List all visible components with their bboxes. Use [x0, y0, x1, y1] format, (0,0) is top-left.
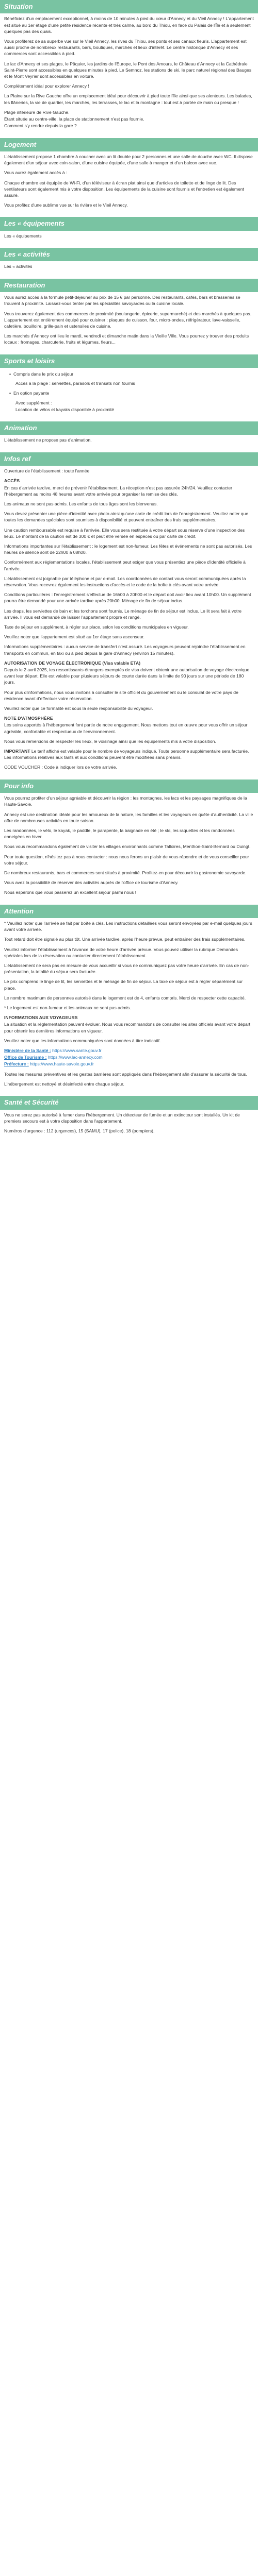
- section-header-pour-info: Pour info: [0, 779, 258, 793]
- link-line: [4, 1054, 254, 1060]
- restauration-paragraph: Vous aurez accès à la formule petit-déjeuner au prix de 15 € par personne. Des restaurants, cafés, bars et brasseries se trouvent à proximité. Laissez-vous tenter par les spécialités savoyardes ou la cuisine locale.: [4, 295, 240, 307]
- situation-paragraph: Étant située au centre-ville, la place de stationnement n'est pas fournie.: [4, 116, 144, 122]
- infos-paragraph: Nous vous remercions de respecter les lieux, le voisinage ainsi que les équipements mis à votre disposition.: [4, 738, 216, 744]
- external-link[interactable]: https://www.haute-savoie.gouv.fr: [30, 1061, 94, 1067]
- logement-paragraph: Vous profitez d'une sublime vue sur la rivière et le Vieil Annecy.: [4, 202, 128, 208]
- section-header-restauration: Restauration: [0, 279, 258, 292]
- info-voyageurs-title: INFORMATIONS AUX VOYAGEURS: [4, 1015, 78, 1021]
- section-body-pour-info: [0, 793, 258, 904]
- section-body-logement: [0, 151, 258, 217]
- sante-paragraph: Numéros d'urgence : 112 (urgences), 15 (SAMU), 17 (police), 18 (pompiers).: [4, 1128, 155, 1133]
- link-label: Office de Tourisme :: [4, 1055, 47, 1060]
- list-item: [9, 371, 254, 377]
- infos-paragraph: Les animaux ne sont pas admis. Les enfants de tous âges sont les bienvenus.: [4, 501, 158, 506]
- sports-detail: Avec supplément :: [15, 400, 52, 405]
- section-header-logement: Logement: [0, 138, 258, 151]
- attention-paragraph: Veuillez noter que les informations communiquées sont données à titre indicatif.: [4, 1038, 161, 1043]
- infos-paragraph: Les soins apportés à l'hébergement font partie de notre engagement. Nous mettons tout en œuvre pour vous offrir un séjour agréable, confortable et respectueux de l'environnement.: [4, 722, 248, 734]
- situation-paragraph: Le lac d'Annecy et ses plages, le Pâquier, les jardins de l'Europe, le Pont des Amours, le Château d'Annecy et la Cathédrale Saint-Pierre sont accessibles en quelques minutes à pied. Le Semnoz, les stations de ski, le parc naturel régional des Bauges et le Mont Veyrier sont accessibles en voiture.: [4, 61, 252, 79]
- situation-paragraph: Plage intérieure de Rive Gauche.: [4, 109, 70, 115]
- attention-paragraph: Veuillez informer l'établissement à l'avance de votre heure d'arrivée prévue. Vous pouvez utiliser la rubrique Demandes spéciales lors de la réservation ou contacter directement l'établissement.: [4, 946, 238, 958]
- infos-paragraph: L'établissement est joignable par téléphone et par e-mail. Les coordonnées de contact vous seront communiquées après la réservation. Vous recevrez également les instructions d'accès et le code de la boîte à clés avant votre arrivée.: [4, 575, 246, 587]
- attention-paragraph: Toutes les mesures préventives et les gestes barrières sont appliqués dans l'hébergement afin d'assurer la sécurité de tous.: [4, 1071, 247, 1077]
- situation-paragraph: Vous profiterez de sa superbe vue sur le Vieil Annecy, les rives du Thiou, ses ponts et ses canaux fleuris. L'appartement est aussi proche de nombreux restaurants, bars, boutiques, marchés et lieux d'intérêt. Le centre historique d'Annecy et ses commerces sont accessibles à pied.: [4, 39, 247, 57]
- list-item: [9, 390, 254, 396]
- section-header-sports: Sports et loisirs: [0, 354, 258, 368]
- infos-paragraph: Depuis le 2 avril 2025, les ressortissants étrangers exemptés de visa doivent obtenir une autorisation de voyage électronique avant leur départ. Elle est valable pour plusieurs séjours de courte durée dans la limite de 90 jours sur une période de 180 jours.: [4, 667, 250, 685]
- external-link[interactable]: https://www.sante.gouv.fr: [52, 1048, 102, 1054]
- attention-paragraph: L'hébergement est nettoyé et désinfecté entre chaque séjour.: [4, 1081, 124, 1087]
- pour-info-paragraph: Vous avez la possibilité de réserver des activités auprès de l'office de tourisme d'Annecy.: [4, 880, 179, 886]
- link-label: Préfecture :: [4, 1061, 29, 1067]
- logement-paragraph: Vous aurez également accès à :: [4, 170, 68, 176]
- pour-info-paragraph: De nombreux restaurants, bars et commerces sont situés à proximité. Profitez-en pour découvrir la gastronomie savoyarde.: [4, 870, 247, 875]
- important-label: IMPORTANT: [4, 749, 30, 754]
- infos-paragraph: Conditions particulières : l'enregistrement s'effectue de 16h00 à 20h00 et le départ doit avoir lieu avant 10h00. Un supplément pourra être demandé pour une arrivée tardive après 20h00. Ménage de fin de séjour inclus.: [4, 592, 251, 604]
- logement-paragraph: L'établissement propose 1 chambre à coucher avec un lit double pour 2 personnes et une salle de douche avec WC. Il dispose également d'un séjour avec coin-salon, d'une cuisine équipée, d'une salle à manger et d'un balcon avec vue.: [4, 154, 253, 166]
- section-body-activites: [0, 261, 258, 278]
- equipements-paragraph: Les « équipements: [4, 233, 42, 239]
- section-header-situation: Situation: [0, 0, 258, 13]
- sports-list: [4, 390, 254, 396]
- sports-detail: Location de vélos et kayaks disponible à proximité: [15, 406, 115, 412]
- auth-title: AUTORISATION DE VOYAGE ÉLECTRONIQUE (Visa valable ETA): [4, 660, 141, 666]
- attention-paragraph: L'établissement ne sera pas en mesure de vous accueillir si vous ne communiquez pas votre heure d'arrivée. En cas de non-présentation, la totalité du séjour sera facturée.: [4, 963, 249, 975]
- important-note: [4, 748, 254, 760]
- pour-info-paragraph: Vous pourrez profiter d'un séjour agréable et découvrir la région : les montagnes, les lacs et les paysages magnifiques de la Haute-Savoie.: [4, 795, 247, 807]
- infos-paragraph: En cas d'arrivée tardive, merci de prévenir l'établissement. La réception n'est pas assurée 24h/24. Veuillez contacter l'hébergement au moins 48 heures avant votre arrivée pour organiser la remise des clés.: [4, 485, 233, 497]
- situation-paragraph: Comment s'y rendre depuis la gare ?: [4, 123, 77, 129]
- infos-paragraph: Informations supplémentaires : aucun service de transfert n'est assuré. Les voyageurs peuvent rejoindre l'établissement en transports en commun, en taxi ou à pied depuis la gare d'Annecy (environ 15 minutes).: [4, 644, 246, 656]
- infos-paragraph: Conformément aux réglementations locales, l'établissement peut exiger que vous présentiez une pièce d'identité officielle à l'arrivée.: [4, 560, 246, 571]
- link-line: [4, 1047, 254, 1054]
- pour-info-paragraph: Nous vous recommandons également de visiter les villages environnants comme Talloires, Menthon-Saint-Bernard ou Duingt.: [4, 844, 251, 850]
- sante-paragraph: Vous ne serez pas autorisé à fumer dans l'hébergement. Un détecteur de fumée et un extincteur sont installés. Un kit de premiers secours est à votre disposition dans l'appartement.: [4, 1112, 240, 1124]
- attention-paragraph: Le nombre maximum de personnes autorisé dans le logement est de 4, enfants compris. Merci de respecter cette capacité.: [4, 995, 246, 1001]
- section-body-sante: [0, 1110, 258, 1143]
- attention-paragraph: Tout retard doit être signalé au plus tôt. Une arrivée tardive, après l'heure prévue, peut entraîner des frais supplémentaires.: [4, 937, 246, 942]
- animation-paragraph: L'établissement ne propose pas d'animation.: [4, 437, 92, 443]
- section-header-infos: Infos ref: [0, 452, 258, 466]
- situation-paragraph: Complètement idéal pour explorer Annecy !: [4, 83, 89, 89]
- pour-info-paragraph: Les randonnées, le vélo, le kayak, le paddle, le parapente, la baignade en été ; le ski, les raquettes et les randonnées enneigées en hiver.: [4, 827, 235, 840]
- section-header-animation: Animation: [0, 421, 258, 435]
- situation-paragraph: La Plaine sur la Rive Gauche offre un emplacement idéal pour découvrir à pied toute l'île ainsi que ses alentours. Les balades, les flâneries, la vie de quartier, les marchés, les terrasses, le lac et la montagne : tout est à portée de main ou presque !: [4, 93, 252, 105]
- section-body-sports: [0, 368, 258, 421]
- activites-paragraph: Les « activités: [4, 264, 33, 269]
- important-text: Le tarif affiché est valable pour le nombre de voyageurs indiqué. Toute personne supplémentaire sera facturée. Les informations relatives aux tarifs et aux conditions peuvent être modifiées sans préavis.: [4, 749, 249, 760]
- section-header-activites: Les « activités: [0, 248, 258, 261]
- section-body-equipements: [0, 231, 258, 248]
- section-body-infos: [0, 466, 258, 779]
- external-link[interactable]: https://www.lac-annecy.com: [47, 1055, 103, 1060]
- pour-info-paragraph: Nous espérons que vous passerez un excellent séjour parmi nous !: [4, 890, 137, 895]
- sports-item-label: Compris dans le prix du séjour: [13, 371, 74, 377]
- sports-item-label: En option payante: [13, 391, 50, 396]
- situation-paragraph: Bénéficiez d'un emplacement exceptionnel, à moins de 10 minutes à pied du cœur d'Annecy et du Vieil Annecy ! L'appartement est situé au 1er étage d'une petite résidence récente et très calme, au bord du Thiou, en face du Palais de l'Île et à seulement quelques pas des quais.: [4, 16, 254, 34]
- page: [0, 0, 258, 1143]
- sports-detail: Accès à la plage : serviettes, parasols et transats non fournis: [15, 381, 135, 386]
- section-body-restauration: [0, 292, 258, 354]
- section-body-attention: [0, 918, 258, 1096]
- sports-list: [4, 371, 254, 377]
- infos-paragraph: Veuillez noter que ce formalité est sous la seule responsabilité du voyageur.: [4, 706, 153, 711]
- infos-paragraph: Taxe de séjour en supplément, à régler sur place, selon les conditions municipales en vigueur.: [4, 624, 189, 630]
- infos-paragraph: Une caution remboursable est requise à l'arrivée. Elle vous sera restituée à votre départ sous réserve d'une inspection des lieux. Le montant de la caution est de 300 € et peut être versée en espèces ou par carte de crédit.: [4, 527, 245, 539]
- section-header-sante: Santé et Sécurité: [0, 1096, 258, 1109]
- restauration-paragraph: Vous trouverez également des commerces de proximité (boulangerie, épicerie, supermarché) et des marchés à quelques pas. L'appartement est entièrement équipé pour cuisiner : plaques de cuisson, four, micro-ondes, réfrigérateur, lave-vaisselle, cafetière, bouilloire, grille-pain et ustensiles de cuisine.: [4, 311, 252, 329]
- infos-paragraph: Veuillez noter que l'appartement est situé au 1er étage sans ascenseur.: [4, 634, 145, 640]
- attention-paragraph: Le prix comprend le linge de lit, les serviettes et le ménage de fin de séjour. La taxe de séjour est à régler séparément sur place.: [4, 979, 243, 991]
- section-body-animation: [0, 435, 258, 452]
- infos-paragraph: Ouverture de l'établissement : toute l'année: [4, 468, 90, 474]
- pour-info-paragraph: Pour toute question, n'hésitez pas à nous contacter : nous nous ferons un plaisir de vous répondre et de vous conseiller pour votre séjour.: [4, 854, 249, 866]
- section-header-equipements: Les « équipements: [0, 217, 258, 230]
- attention-paragraph: * Veuillez noter que l'arrivée se fait par boîte à clés. Les instructions détaillées vous seront envoyées par e-mail quelques jours avant votre arrivée.: [4, 921, 252, 933]
- infos-paragraph: Les draps, les serviettes de bain et les torchons sont fournis. Le ménage de fin de séjour est inclus. Le lit sera fait à votre arrivée. Il vous est demandé de laisser l'appartement propre et rangé.: [4, 608, 242, 620]
- infos-paragraph: Vous devez présenter une pièce d'identité avec photo ainsi qu'une carte de crédit lors de l'enregistrement. Veuillez noter que toutes les demandes spéciales sont soumises à disponibilité et peuvent entraîner des frais supplémentaires.: [4, 511, 249, 523]
- link-label: Ministère de la Santé :: [4, 1048, 51, 1054]
- section-body-situation: [0, 13, 258, 138]
- restauration-paragraph: Les marchés d'Annecy ont lieu le mardi, vendredi et dimanche matin dans la Vieille Ville. Vous pourrez y trouver des produits locaux : fromages, charcuterie, fruits et légumes, fleurs...: [4, 333, 249, 345]
- smoke-title: NOTE D'ATMOSPHÈRE: [4, 716, 53, 721]
- section-header-attention: Attention: [0, 905, 258, 918]
- attention-paragraph: La situation et la réglementation peuvent évoluer. Nous vous recommandons de consulter les sites officiels avant votre départ pour obtenir les dernières informations en vigueur.: [4, 1022, 251, 1033]
- logement-paragraph: Chaque chambre est équipée de Wi-Fi, d'un téléviseur à écran plat ainsi que d'articles de toilette et de linge de lit. Des ventilateurs sont également mis à votre disposition. Les équipements de la cuisine sont fournis et l'entretien est également assuré.: [4, 180, 245, 198]
- pour-info-paragraph: Annecy est une destination idéale pour les amoureux de la nature, les familles et les voyageurs en quête d'authenticité. La ville offre de nombreuses activités en toute saison.: [4, 811, 253, 823]
- link-line: [4, 1061, 254, 1067]
- infos-paragraph: ACCÈS: [4, 478, 20, 484]
- infos-paragraph: Pour plus d'informations, nous vous invitons à consulter le site officiel du gouvernement ou le consulat de votre pays de résidence avant d'effectuer votre réservation.: [4, 689, 238, 701]
- infos-paragraph: Informations importantes sur l'établissement : le logement est non-fumeur. Les fêtes et événements ne sont pas autorisés. Les heures de silence sont de 22h00 à 08h00.: [4, 543, 252, 555]
- attention-paragraph: * Le logement est non-fumeur et les animaux ne sont pas admis.: [4, 1005, 131, 1011]
- infos-paragraph: CODE VOUCHER : Code à indiquer lors de votre arrivée.: [4, 765, 117, 770]
